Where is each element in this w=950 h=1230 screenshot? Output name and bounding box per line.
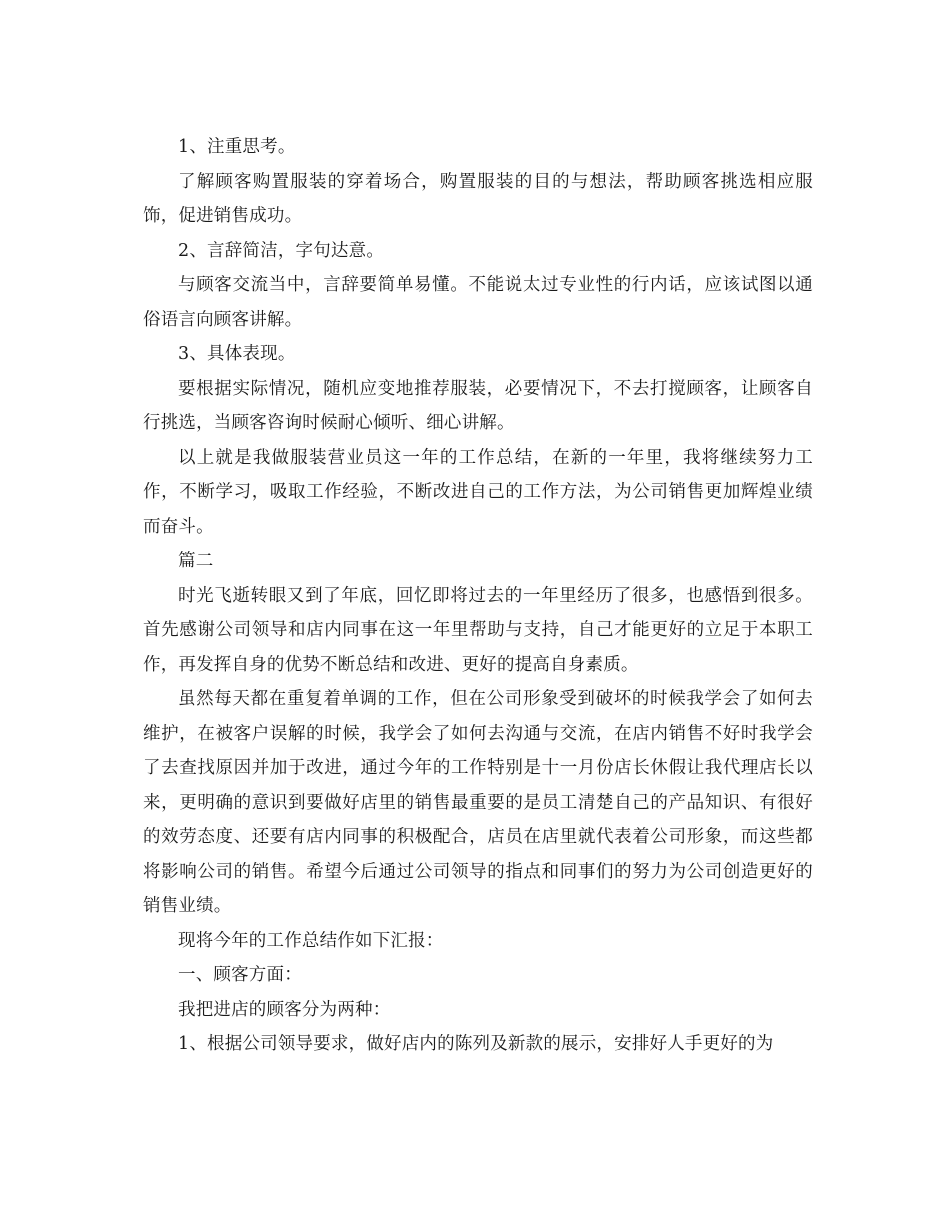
paragraph-daily-work: 虽然每天都在重复着单调的工作，但在公司形象受到破坏的时候我学会了如何去维护，在被客户误解的时候，我学会了如何去沟通与交流，在店内销售不好时我学会了去查找原因并加于改进，通过今年的工作特别是十一月份店长休假让我代理店长以来，更明确的意识到要做好店里的销售最重要的是员工清楚自己的产品知识、有很好的效劳态度、还要有店内同事的积极配合，店员在店里就代表着公司形象，而这些都将影响公司的销售。希望今后通过公司领导的指点和同事们的努力为公司创造更好的销售业绩。 [143,689,813,916]
section-title-part-two: 篇二 [178,551,214,571]
paragraph-customer-types: 我把进店的顾客分为两种： [178,999,391,1020]
paragraph-year-end-reflection: 时光飞逝转眼又到了年底，回忆即将过去的一年里经历了很多，也感悟到很多。首先感谢公司领导和店内同事在这一年里帮助与支持，自己才能更好的立足于本职工作，再发挥自身的优势不断总结和改进、更好的提高自身素质。 [143,585,813,675]
paragraph-report-intro: 现将今年的工作总结作如下汇报： [178,930,444,951]
paragraph-understand-customers: 了解顾客购置服装的穿着场合，购置服装的目的与想法，帮助顾客挑选相应服饰，促进销售成功。 [143,171,813,226]
heading-think: 1、注重思考。 [178,137,296,157]
heading-customer-aspect: 一、顾客方面： [178,965,302,985]
paragraph-summary-conclusion: 以上就是我做服装营业员这一年的工作总结，在新的一年里，我将继续努力工作，不断学习，吸取工作经验，不断改进自己的工作方法，为公司销售更加辉煌业绩而奋斗。 [143,447,813,537]
document-body [143,130,813,1062]
paragraph-communication: 与顾客交流当中，言辞要简单易懂。不能说太过专业性的行内话，应该试图以通俗语言向顾客讲解。 [143,275,813,330]
heading-specific-performance: 3、具体表现。 [178,344,296,364]
heading-concise-speech: 2、言辞简洁，字句达意。 [178,240,385,261]
paragraph-recommend-clothing: 要根据实际情况，随机应变地推荐服装，必要情况下，不去打搅顾客，让顾客自行挑选，当顾客咨询时候耐心倾听、细心讲解。 [143,378,813,433]
paragraph-display-arrangement: 1、根据公司领导要求，做好店内的陈列及新款的展示，安排好人手更好的为 [178,1034,774,1054]
